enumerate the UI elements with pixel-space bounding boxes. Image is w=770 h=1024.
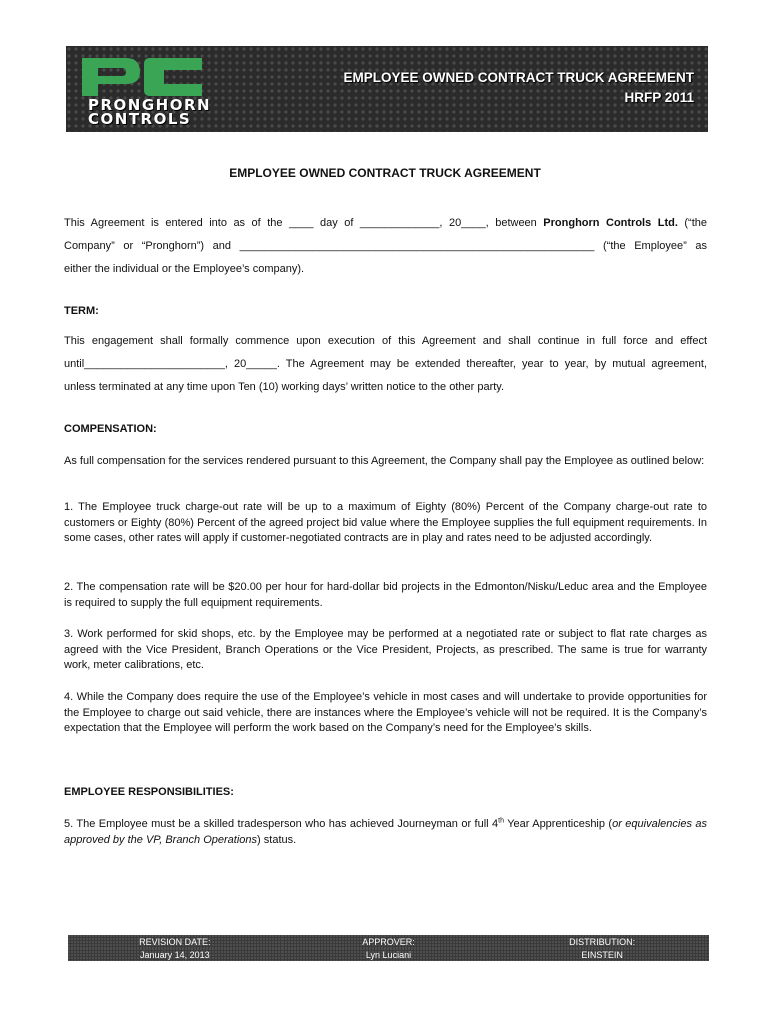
logo-wordmark [88, 98, 211, 126]
term-line-2: until_______________________, 20_____. The Agreement may be extended thereafter, year to year, by mutual agreement, [64, 358, 707, 370]
footer-header-row [68, 935, 709, 948]
banner-title-line-2: HRFP 2011 [624, 90, 694, 105]
pronghorn-logo [78, 54, 248, 126]
footer-approver-label: APPROVER: [282, 935, 496, 948]
footer-value-row [68, 948, 709, 961]
logo-line-1: PRONGHORN [88, 96, 212, 114]
intro-line-3: either the individual or the Employee’s company). [64, 263, 305, 275]
banner-title [344, 68, 695, 108]
footer-revision-date-value: January 14, 2013 [68, 948, 282, 961]
responsibilities-heading: EMPLOYEE RESPONSIBILITIES: [64, 786, 234, 798]
logo-line-2: CONTROLS [88, 110, 192, 128]
term-line-3: unless terminated at any time upon Ten (10) working days’ written notice to the other party. [64, 381, 505, 393]
intro-paragraph [64, 212, 707, 281]
responsibilities-item-5 [64, 817, 707, 848]
banner-title-line-1: EMPLOYEE OWNED CONTRACT TRUCK AGREEMENT [343, 70, 694, 85]
item-5-text: 5. The Employee must be a skilled tradesperson who has achieved Journeyman or full 4 [64, 818, 499, 830]
item-5-italic: or equivalencies as approved by the VP, Branch Operations [64, 818, 707, 846]
footer-table [68, 935, 709, 961]
company-name: Pronghorn Controls Ltd. [543, 217, 678, 229]
term-line-1: This engagement shall formally commence upon execution of this Agreement and shall continue in full force and effect [64, 335, 707, 347]
item-5-text-end: ) status. [257, 833, 297, 846]
term-heading: TERM: [64, 305, 99, 317]
compensation-item-2: 2. The compensation rate will be $20.00 per hour for hard-dollar bid projects in the Edmonton/Nisku/Leduc area and the Employee is required to supply the full equipment requirements. [64, 581, 707, 609]
intro-line-2: Company” or “Pronghorn”) and __________________________________________________________ (“the Employee” as [64, 240, 707, 252]
term-paragraph [64, 330, 707, 399]
pc-logo-mark-icon [78, 54, 208, 100]
intro-line-1-text: This Agreement is entered into as of the ____ day of _____________, 20____, between [64, 217, 544, 229]
footer-approver-value: Lyn Luciani [282, 948, 496, 961]
compensation-intro: As full compensation for the services rendered pursuant to this Agreement, the Company shall pay the Employee as outlined below: [64, 455, 705, 467]
footer-distribution-value: EINSTEIN [495, 948, 709, 961]
compensation-item-3: 3. Work performed for skid shops, etc. by the Employee may be performed at a negotiated rate or subject to flat rate charges as agreed with the Vice President, Branch Operations or the Vice President, Projects, as prescribed. The same is true for warranty work, meter calibrations, etc. [64, 628, 707, 671]
footer-distribution-label: DISTRIBUTION: [495, 935, 709, 948]
intro-line-1-end: (“the [677, 217, 708, 229]
compensation-item-1: 1. The Employee truck charge-out rate will be up to a maximum of Eighty (80%) Percent of the Company charge-out rate to customers or Eighty (80%) Percent of the agreed project bid value where the Employee supplies the full equipment requirements. In some cases, other rates will apply if customer-negotiated contracts are in play and rates need to be adjusted accordingly. [64, 501, 707, 544]
document-title: EMPLOYEE OWNED CONTRACT TRUCK AGREEMENT [229, 166, 541, 180]
footer-revision-date-label: REVISION DATE: [68, 935, 282, 948]
compensation-item-4: 4. While the Company does require the use of the Employee’s vehicle in most cases and will undertake to provide opportunities for the Employee to charge out said vehicle, there are instances where the Employee’s vehicle will not be required. It is the Company’s expectation that the Employee will perform the work based on the Company’s need for the Employee’s skills. [64, 691, 707, 734]
intro-line-1 [64, 212, 707, 235]
item-5-superscript: th [498, 817, 504, 825]
header-banner [66, 46, 708, 132]
compensation-heading: COMPENSATION: [64, 423, 157, 435]
item-5-text-mid: Year Apprenticeship ( [503, 818, 613, 830]
